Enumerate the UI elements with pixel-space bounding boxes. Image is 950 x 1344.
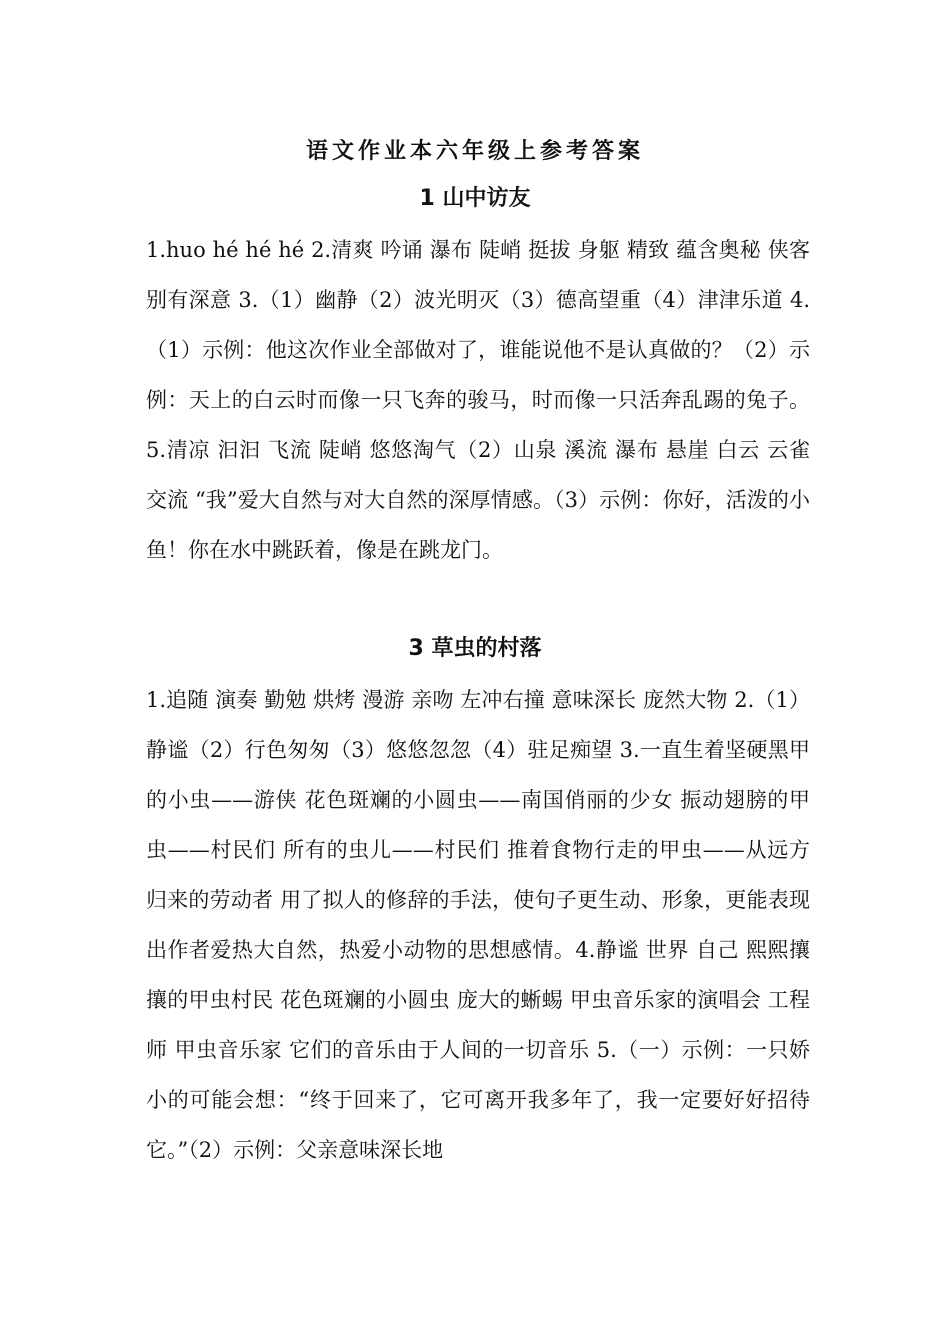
- section-body-2: 1.追随 演奏 勤勉 烘烤 漫游 亲吻 左冲右撞 意味深长 庞然大物 2.（1）静谧（2）行色匆匆（3）悠悠忽忽（4）驻足痴望 3.一直生着坚硬黑甲的小虫——游侠 花色斑斓的小圆虫——南国俏丽的少女 振动翅膀的甲虫——村民们 所有的虫儿——村民们 推着食物行走的甲虫——从远方归来的劳动者 用了拟人的修辞的手法，使句子更生动、形象，更能表现出作者爱热大自然，热爱小动物的思想感情。4.静谧 世界 自己 熙熙攘攘的甲虫村民 花色斑斓的小圆虫 庞大的蜥蜴 甲虫音乐家的演唱会 工程师 甲虫音乐家 它们的音乐由于人间的一切音乐 5.（一）示例：一只娇小的可能会想：“终于回来了，它可离开我多年了，我一定要好好招待它。”（2）示例：父亲意味深长地: [146, 688, 810, 1162]
- section-heading-1: 1 山中访友: [419, 186, 531, 211]
- section-body-1: 1.huo hé hé hé 2.清爽 吟诵 瀑布 陡峭 挺拔 身躯 精致 蕴含奥秘 侠客 别有深意 3.（1）幽静（2）波光明灭（3）德高望重（4）津津乐道 4.（1）示例：他这次作业全部做对了，谁能说他不是认真做的？（2）示例：天上的白云时而像一只飞奔的骏马，时而像一只活奔乱踢的兔子。5.清凉 汩汩 飞流 陡峭 悠悠淘气（2）山泉 溪流 瀑布 悬崖 白云 云雀 交流 “我”爱大自然与对大自然的深厚情感。（3）示例：你好，活泼的小鱼！你在水中跳跃着，像是在跳龙门。: [146, 238, 810, 562]
- document-title: 语文作业本六年级上参考答案: [305, 138, 644, 164]
- section-heading-2: 3 草虫的村落: [408, 636, 542, 661]
